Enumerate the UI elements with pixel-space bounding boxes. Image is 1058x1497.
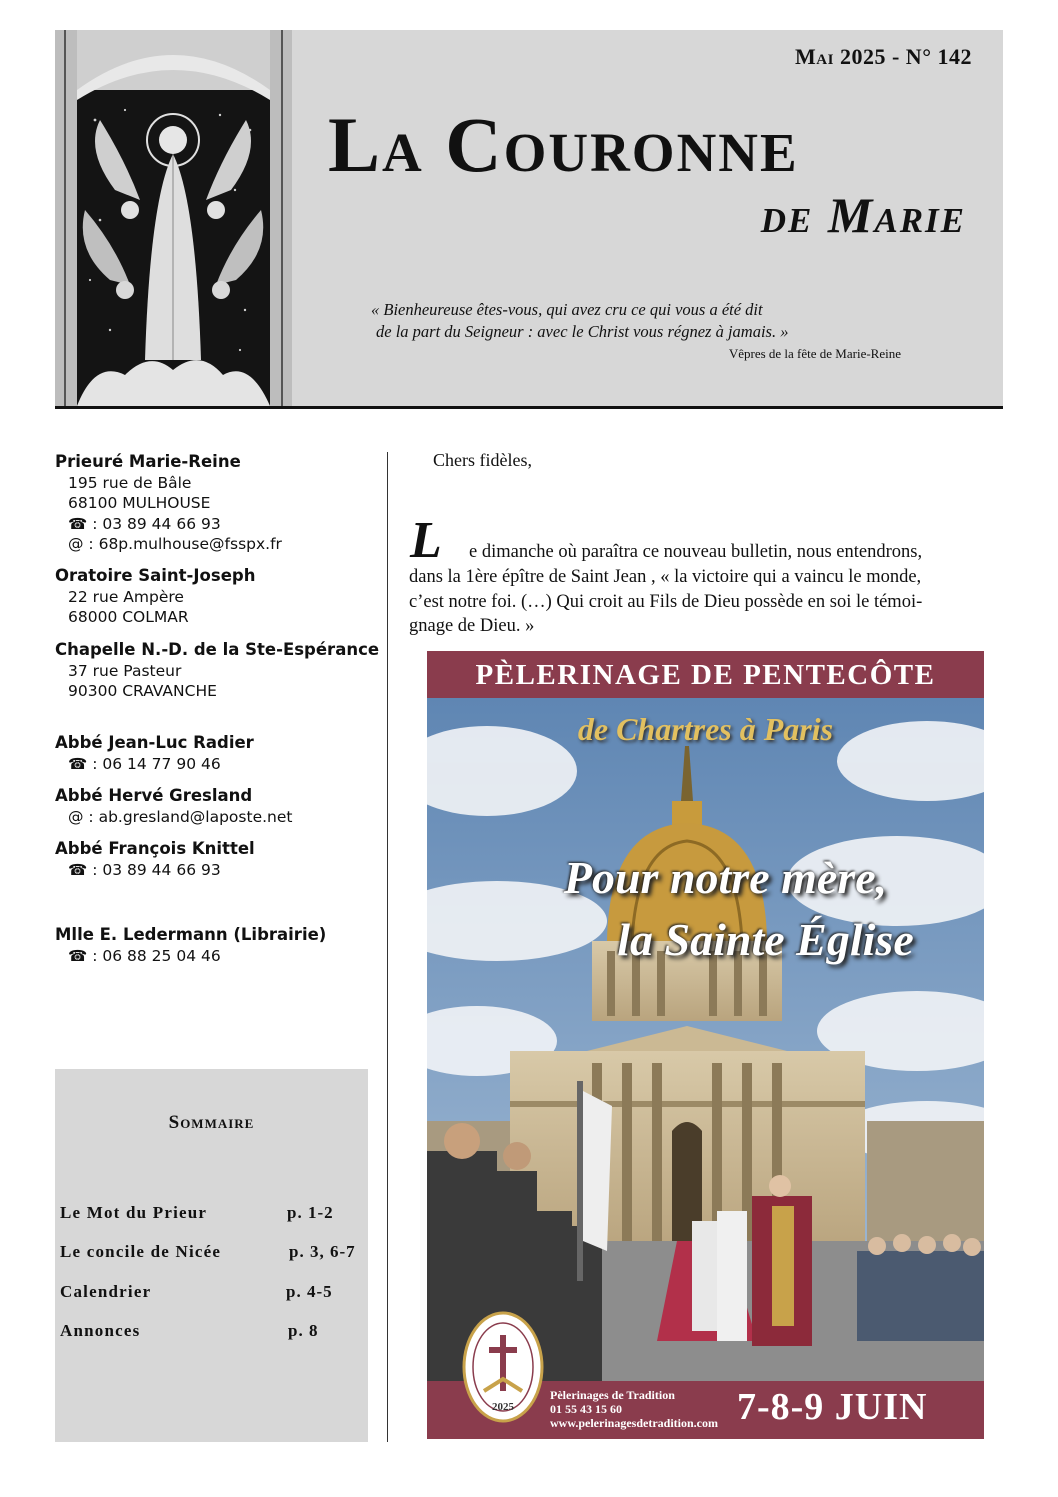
poster-slogan-line-2: la Sainte Église [617, 914, 914, 965]
address-street: 22 rue Ampère [68, 587, 184, 606]
contact-radier [55, 733, 254, 774]
drop-cap: L [410, 512, 442, 569]
salutation: Chers fidèles, [433, 450, 532, 470]
contact-prieure [55, 452, 282, 555]
poster-dates: 7-8-9 JUIN [737, 1386, 928, 1428]
toc-item-label: Le Mot du Prieur [60, 1203, 208, 1222]
contact-oratoire [55, 566, 255, 628]
pilgrimage-poster [427, 651, 984, 1439]
email-address: @ : ab.gresland@laposte.net [68, 807, 293, 826]
poster-org-phone: 01 55 43 15 60 [550, 1402, 622, 1416]
seal-year: 2025 [492, 1401, 514, 1413]
contact-chapelle [55, 640, 379, 702]
contact-name: Abbé Jean-Luc Radier [55, 733, 254, 752]
column-divider [387, 452, 388, 1442]
contact-gresland [55, 786, 292, 827]
contact-knittel [55, 839, 255, 880]
issue-number: Mai 2025 - N° 142 [795, 44, 972, 69]
email-address: @ : 68p.mulhouse@fsspx.fr [68, 535, 282, 553]
address-city: 68000 COLMAR [68, 608, 189, 626]
toc-item-page: p. 4-5 [286, 1282, 333, 1301]
article-line-3: c’est notre foi. (…) Qui croit au Fils de Dieu possède en soi le témoi- [409, 592, 923, 612]
article-line-2: dans la 1ère épître de Saint Jean , « la victoire qui a vaincu le monde, [409, 567, 922, 587]
poster-slogan-line-1: Pour notre mère, [563, 852, 888, 903]
phone-number: ☎ : 06 14 77 90 46 [68, 754, 221, 773]
poster-heading: PÈLERINAGE DE PENTECÔTE [475, 659, 936, 691]
publication-subtitle: de Marie [760, 187, 966, 243]
phone-number: ☎ : 06 88 25 04 46 [68, 946, 221, 965]
article-line-4: gnage de Dieu. » [409, 616, 535, 636]
publication-title: La Couronne [328, 101, 799, 188]
contact-name: Chapelle N.-D. de la Ste-Espérance [55, 640, 380, 659]
poster-subtitle: de Chartres à Paris [577, 711, 834, 747]
poster-org-name: Pèlerinages de Tradition [550, 1388, 675, 1402]
phone-number: ☎ : 03 89 44 66 93 [68, 514, 221, 533]
toc-title: Sommaire [168, 1112, 255, 1133]
address-street: 37 rue Pasteur [68, 661, 182, 680]
toc-item-label: Le concile de Nicée [60, 1242, 222, 1261]
phone-number: ☎ : 03 89 44 66 93 [68, 860, 221, 879]
toc-item-page: p. 8 [288, 1321, 319, 1340]
toc-item-page: p. 3, 6-7 [289, 1242, 356, 1261]
contact-name: Abbé François Knittel [55, 839, 255, 858]
epigraph-line-1: « Bienheureuse êtes-vous, qui avez cru ce qui vous a été dit [371, 300, 763, 319]
poster-org-url: www.pelerinagesdetradition.com [550, 1416, 718, 1430]
pilgrimage-seal-logo [462, 1311, 544, 1423]
contact-name: Oratoire Saint-Joseph [55, 566, 256, 585]
contact-ledermann [55, 925, 326, 966]
toc-item-page: p. 1-2 [287, 1203, 334, 1222]
toc-item-label: Annonces [60, 1321, 141, 1340]
contact-name: Mlle E. Ledermann (Librairie) [55, 925, 327, 944]
toc-item-label: Calendrier [60, 1282, 152, 1301]
virgin-engraving-image [55, 30, 292, 406]
epigraph-line-2: de la part du Seigneur : avec le Christ vous régnez à jamais. » [376, 322, 789, 341]
address-city: 90300 CRAVANCHE [68, 682, 217, 700]
header-divider [55, 406, 1003, 409]
contact-name: Abbé Hervé Gresland [55, 786, 253, 805]
address-city: 68100 MULHOUSE [68, 494, 211, 512]
article-line-1: e dimanche où paraîtra ce nouveau bulletin, nous entendrons, [469, 542, 923, 562]
address-street: 195 rue de Bâle [68, 473, 192, 492]
epigraph-source: Vêpres de la fête de Marie-Reine [728, 346, 901, 361]
contact-name: Prieuré Marie-Reine [55, 452, 241, 471]
